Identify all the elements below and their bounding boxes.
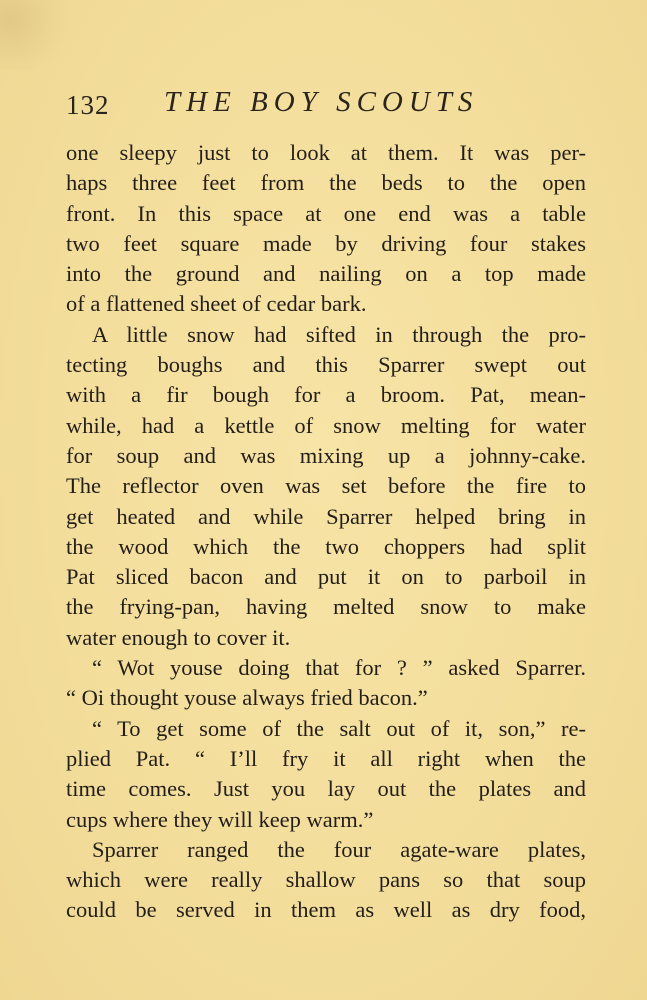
running-title: THE BOY SCOUTS [164, 86, 479, 118]
text-line: Pat sliced bacon and put it on to parboil in [66, 564, 586, 590]
text-line: “ To get some of the salt out of it, son,” re- [92, 715, 586, 741]
text-line: which were really shallow pans so that soup [66, 867, 586, 893]
page-number: 132 [66, 90, 110, 120]
text-line: “ Wot youse doing that for ? ” asked Sparrer. [92, 655, 586, 681]
text-line: front. In this space at one end was a table [66, 200, 586, 226]
text-line: with a fir bough for a broom. Pat, mean- [66, 382, 586, 408]
text-line: two feet square made by driving four stakes [66, 230, 586, 256]
text-line: A little snow had sifted in through the pro- [92, 321, 586, 347]
text-line: of a flattened sheet of cedar bark. [66, 291, 367, 317]
text-line: haps three feet from the beds to the open [66, 170, 586, 196]
body-text [66, 138, 586, 926]
text-line: cups where they will keep warm.” [66, 806, 374, 832]
text-line: while, had a kettle of snow melting for water [66, 412, 586, 438]
text-line: plied Pat. “ I’ll fry it all right when the [66, 745, 586, 771]
text-line: for soup and was mixing up a johnny-cake. [66, 442, 586, 468]
running-head [66, 86, 586, 126]
text-line: tecting boughs and this Sparrer swept out [66, 352, 586, 378]
text-line: could be served in them as well as dry food, [66, 897, 586, 923]
text-line: “ Oi thought youse always fried bacon.” [66, 685, 428, 711]
text-line: water enough to cover it. [66, 624, 291, 650]
text-line: Sparrer ranged the four agate-ware plates, [92, 836, 586, 862]
text-line: get heated and while Sparrer helped bring in [66, 503, 586, 529]
text-line: The reflector oven was set before the fire to [66, 473, 586, 499]
text-line: one sleepy just to look at them. It was per- [66, 140, 586, 165]
text-line: time comes. Just you lay out the plates and [66, 776, 586, 802]
paper-stain [0, 0, 70, 70]
text-line: into the ground and nailing on a top made [66, 261, 586, 287]
text-line: the wood which the two choppers had split [66, 533, 586, 559]
text-line: the frying-pan, having melted snow to make [66, 594, 586, 620]
